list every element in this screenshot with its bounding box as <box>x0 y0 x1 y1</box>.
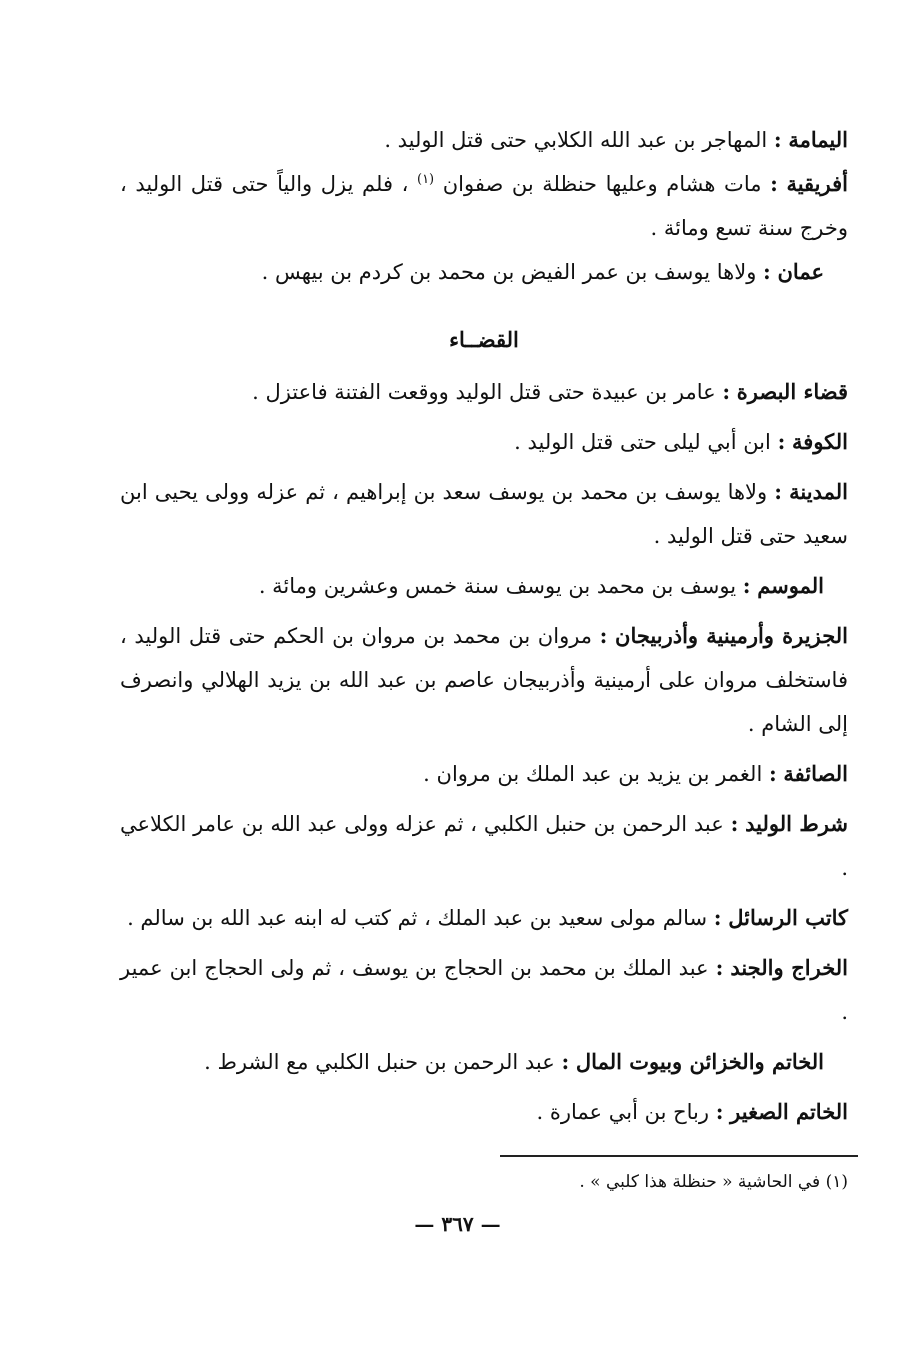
entry-khatam <box>120 1040 848 1084</box>
entry-label: الكوفة <box>792 429 848 454</box>
entry-label: الخاتم والخزائن وبيوت المال <box>575 1049 824 1074</box>
label-separator: : <box>730 811 739 836</box>
entry-kharaj <box>120 946 848 1034</box>
label-separator: : <box>599 623 608 648</box>
entry-jazira <box>120 614 848 746</box>
entry-text: عامر بن عبيدة حتى قتل الوليد ووقعت الفتنة فاعتزل . <box>252 380 716 404</box>
entry-label: المدينة <box>789 479 848 504</box>
entry-text: عبد الرحمن بن حنبل الكلبي ، ثم عزله وولى عبد الله بن عامر الكلاعي . <box>120 812 848 880</box>
page-body <box>120 118 848 1140</box>
label-separator: : <box>713 905 722 930</box>
label-separator: : <box>773 127 782 152</box>
label-separator: : <box>722 379 731 404</box>
entry-text: الغمر بن يزيد بن عبد الملك بن مروان . <box>423 762 763 786</box>
entry-label: أفريقية <box>786 171 848 196</box>
entry-text: سالم مولى سعيد بن عبد الملك ، ثم كتب له ابنه عبد الله بن سالم . <box>127 906 708 930</box>
entry-text: يوسف بن محمد بن يوسف سنة خمس وعشرين ومائة . <box>258 574 737 598</box>
entry-text: مات هشام وعليها حنظلة بن صفوان <box>442 172 762 196</box>
entry-label: كاتب الرسائل <box>728 905 848 930</box>
entry-text: ولاها يوسف بن محمد بن يوسف سعد بن إبراهيم ، ثم عزله وولى يحيى ابن سعيد حتى قتل الوليد . <box>120 480 848 548</box>
entry-label: الموسم <box>757 573 824 598</box>
footnote: (١) في الحاشية « حنظلة هذا كلبي » . <box>579 1172 848 1192</box>
entry-text: رباح بن أبي عمارة . <box>536 1100 710 1124</box>
entry-text: ابن أبي ليلى حتى قتل الوليد . <box>514 430 771 454</box>
label-separator: : <box>715 1099 724 1124</box>
label-separator: : <box>715 955 724 980</box>
label-separator: : <box>777 429 786 454</box>
label-separator: : <box>763 259 771 284</box>
entry-madina <box>120 470 848 558</box>
entry-mawsim <box>120 564 848 608</box>
entry-shurta <box>120 802 848 890</box>
label-separator: : <box>768 761 777 786</box>
entry-label: عمان <box>777 259 824 284</box>
entry-oman <box>120 250 848 294</box>
footnote-divider <box>500 1155 858 1157</box>
entry-text-continued: ، فلم يزل والياً حتى قتل الوليد ، وخرج سنة تسع ومائة . <box>120 172 848 240</box>
entry-katib <box>120 896 848 940</box>
entry-label: شرط الوليد <box>745 811 848 836</box>
entry-small-seal <box>120 1090 848 1134</box>
entry-label: الجزيرة وأرمينية وأذربيجان <box>615 623 848 648</box>
entry-label: اليمامة <box>788 127 848 152</box>
entry-label: الصائفة <box>783 761 848 786</box>
label-separator: : <box>774 479 783 504</box>
entry-label: الخراج والجند <box>730 955 848 980</box>
page-number: — ٣٦٧ — <box>414 1212 501 1236</box>
entry-saifa <box>120 752 848 796</box>
section-title: القضــاء <box>449 327 519 352</box>
entry-text: عبد الرحمن بن حنبل الكلبي مع الشرط . <box>204 1050 555 1074</box>
entry-label: الخاتم الصغير <box>730 1099 848 1124</box>
label-separator: : <box>561 1049 570 1074</box>
entry-text: المهاجر بن عبد الله الكلابي حتى قتل الوليد . <box>384 128 768 152</box>
entry-basra-judge <box>120 370 848 414</box>
entry-yamama <box>120 118 848 162</box>
footnote-reference[interactable]: (١) <box>416 172 435 187</box>
entry-text: مروان بن محمد بن مروان بن الحكم حتى قتل الوليد ، فاستخلف مروان على أرمينية وأذربيجان عاصم بن عبد الله بن يزيد الهلالي وانصرف إلى الشام . <box>120 624 848 736</box>
entry-text: عبد الملك بن محمد بن الحجاج بن يوسف ، ثم ولى الحجاج ابن عمير . <box>120 956 848 1024</box>
entry-kufa <box>120 420 848 464</box>
label-separator: : <box>770 171 778 196</box>
label-separator: : <box>742 573 751 598</box>
entry-label: قضاء البصرة <box>736 379 848 404</box>
entry-ifriqiya <box>120 162 848 250</box>
entry-text: ولاها يوسف بن عمر الفيض بن محمد بن كردم بن بيهس . <box>261 260 757 284</box>
